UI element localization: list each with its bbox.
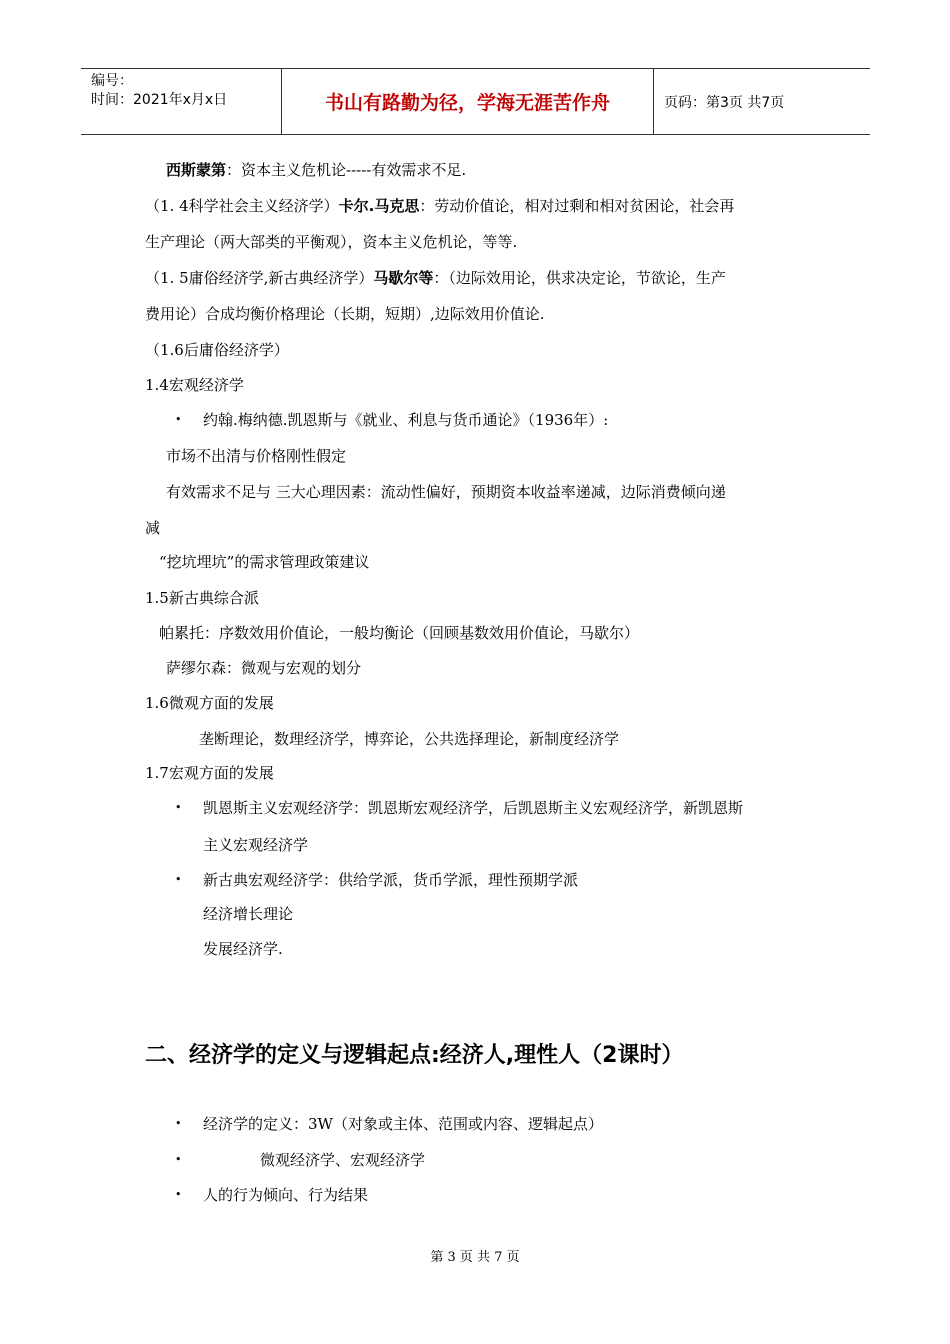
time-label: 时间：2021年x月x日 (91, 92, 228, 108)
text: ：（边际效用论，供求决定论，节欲论，生产 (433, 269, 726, 287)
chapter-heading: 二、经济学的定义与逻辑起点:经济人,理性人（2课时） (145, 1043, 684, 1068)
header-motto-cell (281, 69, 654, 134)
page-header (81, 68, 870, 135)
bullet-icon: • (175, 413, 182, 426)
paragraph-line: 生产理论（两大部类的平衡观），资本主义危机论，等等. (145, 233, 518, 251)
number-label: 编号： (91, 73, 133, 89)
paragraph-line: 有效需求不足与 三大心理因素：流动性偏好，预期资本收益率递减，边际消费倾向递 (166, 483, 726, 501)
page-footer: 第 3 页 共 7 页 (430, 1250, 520, 1265)
line-sismondi (166, 160, 466, 180)
header-left-cell (81, 69, 281, 134)
section-title: 1.6微观方面的发展 (145, 694, 274, 712)
name-marx: 卡尔.马克思 (338, 197, 420, 215)
line-marx (145, 196, 734, 216)
paragraph-line: 经济增长理论 (203, 905, 294, 923)
paragraph-line: 萨缪尔森：微观与宏观的划分 (166, 659, 362, 677)
paragraph-line: 费用论）合成均衡价格理论（长期，短期）,边际效用价值论. (145, 305, 545, 323)
text: ：劳动价值论，相对过剩和相对贫困论，社会再 (419, 197, 735, 215)
page-label: 页码：第3页 共7页 (664, 94, 785, 111)
bullet-text: 凯恩斯主义宏观经济学：凯恩斯宏观经济学，后凯恩斯主义宏观经济学，新凯恩斯 (203, 799, 744, 817)
bullet-icon: • (175, 1188, 182, 1201)
section-title: 1.7宏观方面的发展 (145, 764, 274, 782)
bullet-icon: • (175, 873, 182, 886)
bullet-text: 约翰.梅纳德.凯恩斯与《就业、利息与货币通论》（1936年）: (203, 411, 609, 429)
paragraph-line: 市场不出清与价格刚性假定 (166, 447, 347, 465)
bullet-icon: • (175, 1153, 182, 1166)
paragraph-line: 帕累托：序数效用价值论，一般均衡论（回顾基数效用价值论，马歇尔） (159, 624, 640, 642)
section-title: 1.5新古典综合派 (145, 589, 259, 607)
header-right-cell (654, 69, 870, 134)
line-marshall (145, 268, 726, 288)
bullet-text: 经济学的定义：3W（对象或主体、范围或内容、逻辑起点） (203, 1115, 603, 1133)
bullet-icon: • (175, 801, 182, 814)
text: ：资本主义危机论-----有效需求不足. (226, 161, 467, 179)
bullet-text: 人的行为倾向、行为结果 (203, 1186, 369, 1204)
paragraph-line: “挖坑埋坑”的需求管理政策建议 (159, 553, 370, 571)
paragraph-line: 主义宏观经济学 (203, 836, 309, 854)
bullet-text: 新古典宏观经济学：供给学派，货币学派，理性预期学派 (203, 871, 579, 889)
motto: 书山有路勤为径，学海无涯苦作舟 (324, 92, 610, 114)
text: （1. 5庸俗经济学,新古典经济学） (145, 269, 374, 287)
paragraph-line: 垄断理论，数理经济学，博弈论，公共选择理论，新制度经济学 (199, 730, 620, 748)
paragraph-line: 发展经济学. (203, 940, 283, 958)
section-title: 1.4宏观经济学 (145, 376, 244, 394)
name-marshall: 马歇尔等 (373, 269, 434, 287)
bullet-text: 微观经济学、宏观经济学 (260, 1151, 426, 1169)
text: （1. 4科学社会主义经济学） (145, 197, 339, 215)
name-sismondi: 西斯蒙第 (166, 161, 227, 179)
paragraph-line: 减 (145, 519, 161, 537)
paragraph-line: （1.6后庸俗经济学） (145, 341, 289, 359)
bullet-icon: • (175, 1117, 182, 1130)
